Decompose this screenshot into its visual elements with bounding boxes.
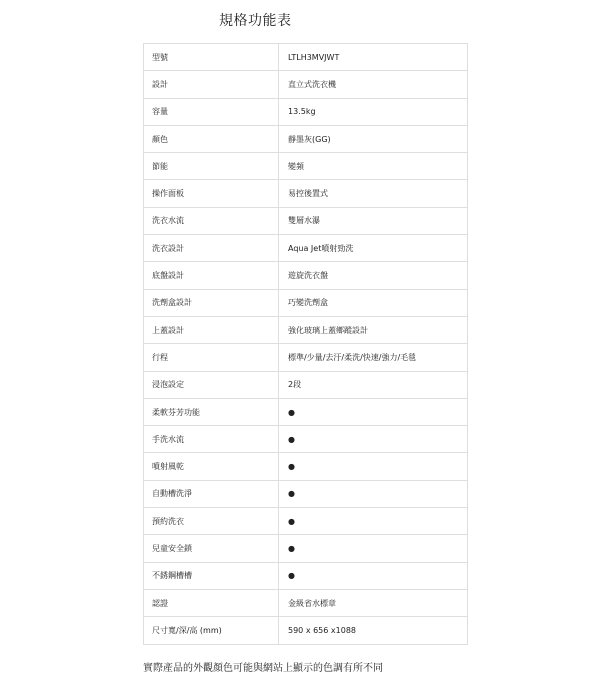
spec-row [144,153,468,180]
spec-value: ● [279,508,468,535]
spec-label: 認證 [144,589,279,616]
spec-row [144,344,468,371]
spec-row [144,289,468,316]
spec-value: 巧變洗劑盒 [279,289,468,316]
spec-row [144,71,468,98]
spec-table-body [144,44,468,645]
spec-label: 噴射風乾 [144,453,279,480]
page-title: 規格功能表 [219,13,292,29]
spec-row [144,480,468,507]
spec-label: 手洗水流 [144,426,279,453]
spec-label: 行程 [144,344,279,371]
spec-label: 自動槽洗淨 [144,480,279,507]
spec-label: 底盤設計 [144,262,279,289]
spec-row [144,562,468,589]
spec-label: 不銹鋼槽槽 [144,562,279,589]
spec-label: 顏色 [144,125,279,152]
spec-label: 節能 [144,153,279,180]
spec-row [144,426,468,453]
spec-label: 洗衣設計 [144,235,279,262]
spec-row [144,180,468,207]
spec-value: ● [279,453,468,480]
spec-label: 操作面板 [144,180,279,207]
footnote: 實際產品的外觀顏色可能與網站上顯示的色調有所不同 [143,663,383,674]
spec-value: 靜墨灰(GG) [279,125,468,152]
spec-label: 洗劑盒設計 [144,289,279,316]
spec-value: 13.5kg [279,98,468,125]
spec-label: 柔軟芬芳功能 [144,398,279,425]
spec-label: 預約洗衣 [144,508,279,535]
spec-label: 上蓋設計 [144,316,279,343]
spec-label: 型號 [144,44,279,71]
spec-label: 尺寸寬/深/高 (mm) [144,617,279,644]
spec-label: 洗衣水流 [144,207,279,234]
spec-value: 變頻 [279,153,468,180]
spec-row [144,44,468,71]
spec-value: ● [279,398,468,425]
spec-value: ● [279,562,468,589]
spec-row [144,207,468,234]
spec-value: 遊旋洗衣盤 [279,262,468,289]
spec-label: 兒童安全鎖 [144,535,279,562]
spec-row [144,453,468,480]
spec-row [144,589,468,616]
spec-row [144,316,468,343]
spec-value: 標準/少量/去汙/柔洗/快速/強力/毛毯 [279,344,468,371]
spec-value: LTLH3MVJWT [279,44,468,71]
spec-row [144,398,468,425]
spec-row [144,617,468,644]
spec-value: 金級省水標章 [279,589,468,616]
spec-row [144,262,468,289]
spec-row [144,98,468,125]
spec-label: 設計 [144,71,279,98]
spec-row [144,125,468,152]
spec-value: 590 x 656 x1088 [279,617,468,644]
spec-value: 易控後置式 [279,180,468,207]
spec-value: ● [279,480,468,507]
spec-row [144,508,468,535]
spec-value: 強化玻璃上蓋鄉蹤設計 [279,316,468,343]
spec-row [144,371,468,398]
spec-value: Aqua Jet噴射勁洗 [279,235,468,262]
spec-value: 2段 [279,371,468,398]
spec-value: ● [279,535,468,562]
spec-label: 容量 [144,98,279,125]
spec-label: 浸泡設定 [144,371,279,398]
spec-row [144,235,468,262]
spec-value: 雙層水瀑 [279,207,468,234]
spec-value: 直立式洗衣機 [279,71,468,98]
spec-value: ● [279,426,468,453]
spec-row [144,535,468,562]
spec-table [143,43,468,645]
